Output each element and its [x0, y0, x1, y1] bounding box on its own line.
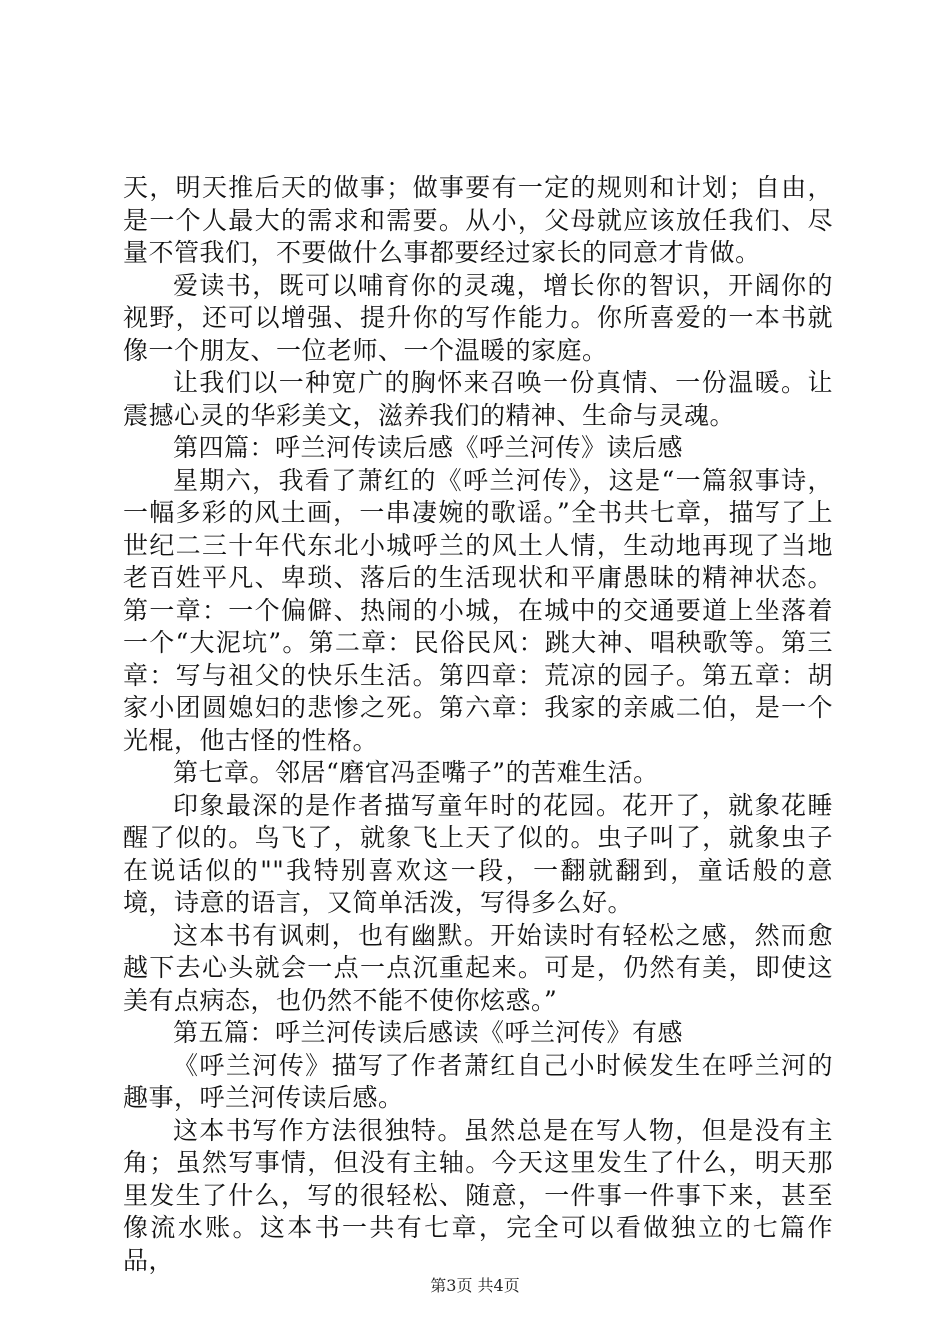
- paragraph-10: 《呼兰河传》描写了作者萧红自己小时候发生在呼兰河的趣事，呼兰河传读后感。: [123, 1050, 833, 1112]
- page-number-label: 第3页 共4页: [430, 1276, 520, 1295]
- paragraph-11: 这本书写作方法很独特。虽然总是在写人物，但是没有主角；虽然写事情，但没有主轴。今天这里发生了什么，明天那里发生了什么，写的很轻松、随意，一件事一件事下来，甚至像流水账。这本书一共有七章，完全可以看做独立的七篇作品，: [123, 1115, 833, 1275]
- section-heading-4: 第四篇：呼兰河传读后感《呼兰河传》读后感: [173, 433, 684, 462]
- section-heading-5: 第五篇：呼兰河传读后感读《呼兰河传》有感: [173, 1018, 684, 1047]
- paragraph-2: 爱读书，既可以哺育你的灵魂，增长你的智识，开阔你的视野，还可以增强、提升你的写作能力。你所喜爱的一本书就像一个朋友、一位老师、一个温暖的家庭。: [123, 270, 833, 365]
- paragraph-1: 天，明天推后天的做事；做事要有一定的规则和计划；自由，是一个人最大的需求和需要。从小，父母就应该放任我们、尽量不管我们，不要做什么事都要经过家长的同意才肯做。: [123, 173, 833, 267]
- paragraph-6: 第七章。邻居“磨官冯歪嘴子”的苦难生活。: [173, 758, 659, 787]
- paragraph-7: 印象最深的是作者描写童年时的花园。花开了，就象花睡醒了似的。鸟飞了，就象飞上天了似的。虫子叫了，就象虫子在说话似的""我特别喜欢这一段，一翻就翻到，童话般的意境，诗意的语言，又简单活泼，写得多么好。: [123, 790, 833, 917]
- paragraph-3: 让我们以一种宽广的胸怀来召唤一份真情、一份温暖。让震撼心灵的华彩美文，滋养我们的精神、生命与灵魂。: [123, 368, 833, 430]
- paragraph-8: 这本书有讽刺，也有幽默。开始读时有轻松之感，然而愈越下去心头就会一点一点沉重起来。可是，仍然有美，即使这美有点病态，也仍然不能不使你炫惑。”: [123, 920, 833, 1015]
- paragraph-5: 星期六，我看了萧红的《呼兰河传》，这是“一篇叙事诗，一幅多彩的风土画，一串凄婉的歌谣。”全书共七章，描写了上世纪二三十年代东北小城呼兰的风土人情，生动地再现了当地老百姓平凡、卑琐、落后的生活现状和平庸愚昧的精神状态。第一章：一个偏僻、热闹的小城，在城中的交通要道上坐落着一个“大泥坑”。第二章：民俗民风：跳大神、唱秧歌等。第三章：写与祖父的快乐生活。第四章：荒凉的园子。第五章：胡家小团圆媳妇的悲惨之死。第六章：我家的亲戚二伯，是一个光棍，他古怪的性格。: [123, 465, 833, 755]
- document-body: [123, 172, 833, 1277]
- page-footer: [0, 1276, 950, 1296]
